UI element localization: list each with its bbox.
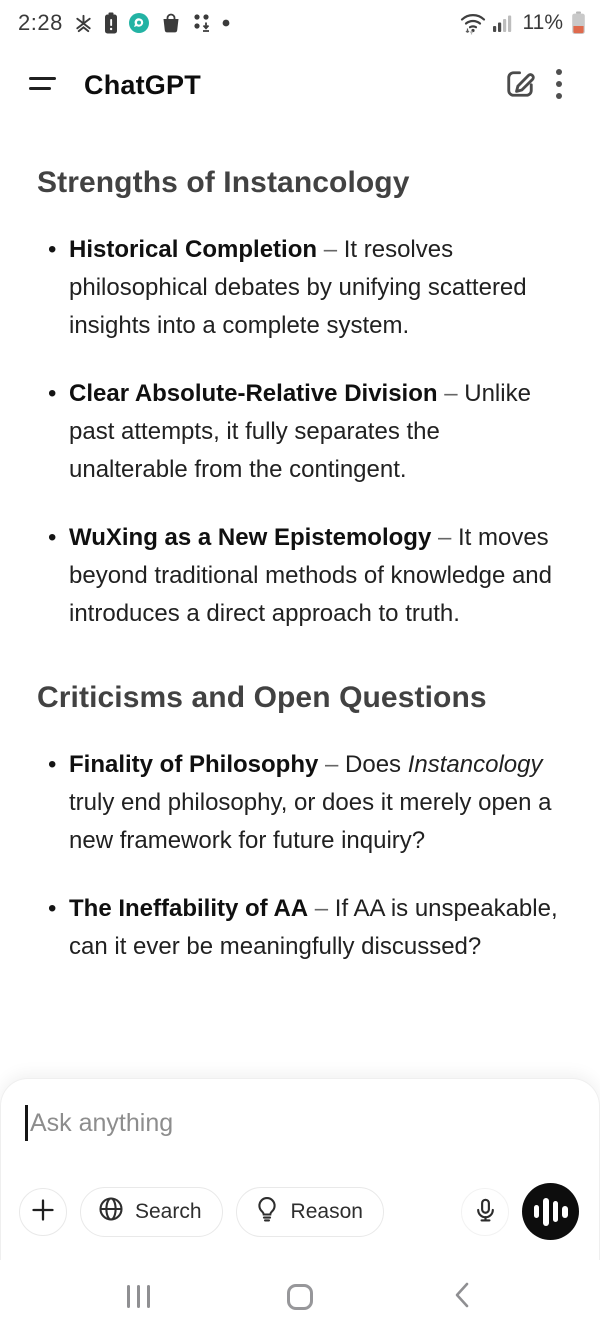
compose-icon xyxy=(502,66,538,105)
text-segment-bold: The Ineffability of AA xyxy=(69,895,309,922)
text-segment-plain: Unlike past attempts, it fully separates the unalterable from the contingent. xyxy=(69,380,531,483)
recents-icon xyxy=(127,1285,150,1308)
hamburger-icon xyxy=(29,76,59,95)
input-placeholder: Ask anything xyxy=(30,1108,174,1137)
battery-percent: 11% xyxy=(522,11,563,34)
wifi-icon xyxy=(459,11,487,35)
recents-button[interactable] xyxy=(116,1275,160,1319)
search-toggle[interactable] xyxy=(80,1187,223,1237)
new-chat-button[interactable] xyxy=(498,63,542,107)
home-icon xyxy=(287,1284,313,1310)
section-heading: Criticisms and Open Questions xyxy=(37,681,487,714)
list-item xyxy=(51,375,563,489)
app-header xyxy=(0,52,600,118)
reason-toggle[interactable] xyxy=(236,1187,384,1237)
text-segment-dash: – xyxy=(431,524,458,551)
text-segment-bold: Finality of Philosophy xyxy=(69,751,319,778)
notification-dot-icon xyxy=(222,19,230,27)
plus-icon xyxy=(30,1197,56,1226)
text-segment-bold: Clear Absolute-Relative Division xyxy=(69,380,438,407)
attach-button[interactable] xyxy=(19,1188,67,1236)
bullet-list xyxy=(37,231,563,633)
text-segment-dash: – xyxy=(308,895,335,922)
menu-button[interactable] xyxy=(24,65,64,105)
text-segment-plain: It resolves philosophical debates by unifying scattered insights into a complete system. xyxy=(69,236,527,339)
text-segment-plain: Does xyxy=(345,751,408,778)
list-item xyxy=(51,890,563,966)
battery-low-icon xyxy=(571,11,586,35)
overflow-menu-button[interactable] xyxy=(542,63,576,107)
home-button[interactable] xyxy=(278,1275,322,1319)
lightbulb-icon xyxy=(253,1195,281,1229)
text-segment-italic: Instancology xyxy=(407,751,543,778)
alarm-off-icon xyxy=(73,13,94,34)
text-segment-bold: Historical Completion xyxy=(69,236,318,263)
composer-toolbar xyxy=(19,1183,579,1240)
text-segment-dash: – xyxy=(437,380,465,407)
list-item xyxy=(51,519,563,633)
search-label: Search xyxy=(135,1199,202,1223)
composer-card xyxy=(0,1078,600,1260)
status-bar xyxy=(0,0,600,38)
kebab-icon xyxy=(555,67,563,104)
clock: 2:28 xyxy=(18,10,63,35)
signal-bars-icon xyxy=(493,13,515,33)
list-item xyxy=(51,746,563,860)
text-segment-dash: – xyxy=(318,751,346,778)
message-input[interactable] xyxy=(1,1079,599,1141)
list-item xyxy=(51,231,563,345)
chat-app-icon xyxy=(128,12,150,34)
text-segment-bold: WuXing as a New Epistemology xyxy=(69,524,432,551)
text-caret xyxy=(25,1105,28,1141)
dictate-button[interactable] xyxy=(461,1188,509,1236)
voice-waveform-icon xyxy=(534,1198,568,1226)
globe-icon xyxy=(97,1195,125,1229)
page-title: ChatGPT xyxy=(84,69,201,100)
back-chevron-icon xyxy=(451,1280,473,1313)
back-button[interactable] xyxy=(440,1275,484,1319)
section-heading: Strengths of Instancology xyxy=(37,166,410,199)
assistant-message xyxy=(0,118,600,996)
android-nav-bar xyxy=(0,1260,600,1333)
text-segment-plain: It moves beyond traditional methods of knowledge and introduces a direct approach to truth. xyxy=(69,524,552,627)
voice-mode-button[interactable] xyxy=(522,1183,579,1240)
bullet-list xyxy=(37,746,563,966)
text-segment-dash: – xyxy=(317,236,344,263)
app-updates-icon xyxy=(192,12,212,34)
text-segment-plain: If AA is unspeakable, can it ever be meaningfully discussed? xyxy=(69,895,558,960)
reason-label: Reason xyxy=(290,1199,363,1223)
battery-alert-icon xyxy=(104,12,118,34)
microphone-icon xyxy=(472,1197,499,1227)
shopping-bag-icon xyxy=(160,12,182,34)
text-segment-plain: truly end philosophy, or does it merely open a new framework for future inquiry? xyxy=(69,789,552,854)
